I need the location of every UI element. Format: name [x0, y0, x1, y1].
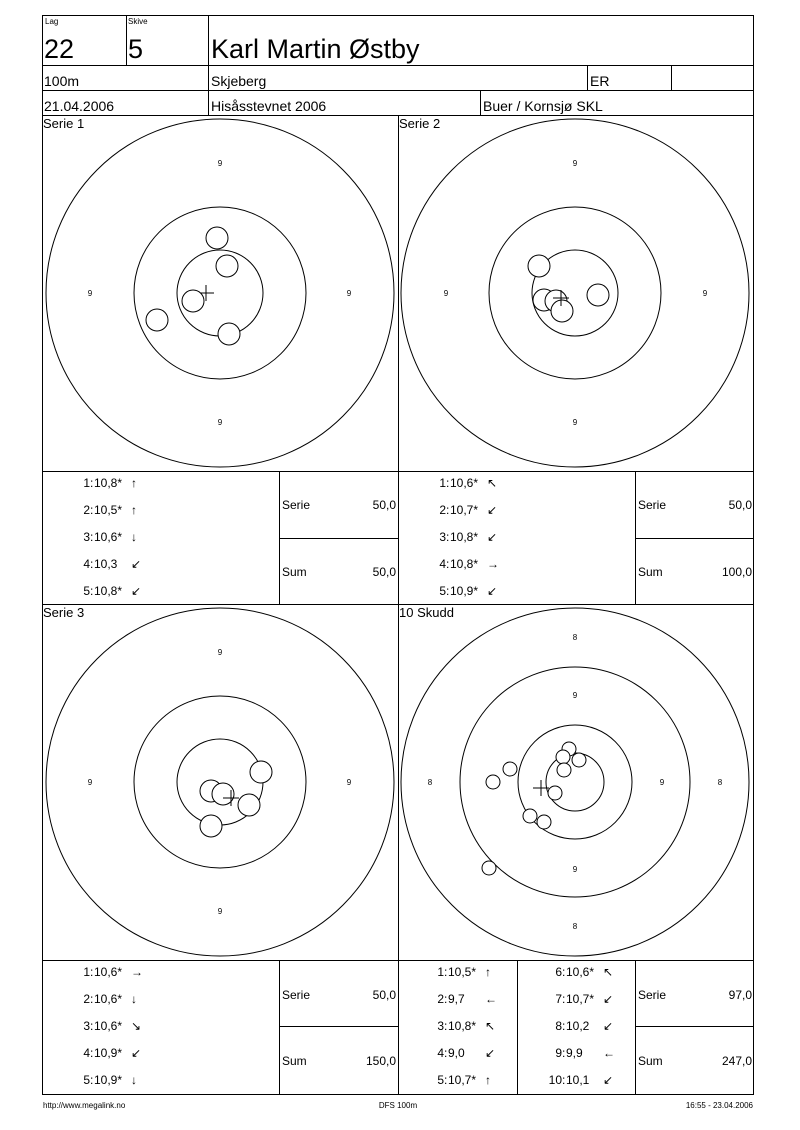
serie-label: Serie [282, 498, 311, 512]
ring-label: 9 [346, 778, 352, 787]
shot-row [439, 503, 497, 517]
sum-value: 247,0 [721, 1054, 752, 1068]
serie-value: 50,0 [372, 988, 396, 1002]
direction-arrow-icon: ↙ [487, 584, 498, 598]
shot-colon: : [562, 1046, 566, 1060]
shot-score: 10,7* [450, 503, 479, 517]
shot-hole [537, 815, 551, 829]
direction-arrow-icon: ↑ [485, 965, 491, 979]
shot-number: 7 [555, 992, 562, 1006]
shot-number: 2 [437, 992, 444, 1006]
shot-row [83, 530, 137, 544]
shot-number: 1 [83, 476, 90, 490]
shot-row [83, 1073, 137, 1087]
shot-hole [556, 750, 570, 764]
target-ring [489, 207, 661, 379]
shot-hole [503, 762, 517, 776]
shot-colon: : [90, 992, 94, 1006]
shot-number: 9 [555, 1046, 562, 1060]
shot-number: 5 [83, 584, 90, 598]
venue: Buer / Kornsjø SKL [483, 98, 603, 114]
shot-hole [523, 809, 537, 823]
shot-row [83, 476, 137, 490]
shot-score: 10,2 [566, 1019, 590, 1033]
shot-row [83, 1019, 141, 1033]
sum-value: 150,0 [365, 1054, 396, 1068]
direction-arrow-icon: ↖ [603, 965, 614, 979]
shot-number: 5 [83, 1073, 90, 1087]
centre-cross [533, 780, 549, 796]
footer-website: http://www.megalink.no [43, 1101, 126, 1110]
shot-row [83, 992, 137, 1006]
ring-label: 9 [217, 159, 223, 168]
serie-1-panel [43, 116, 394, 467]
direction-arrow-icon: → [487, 557, 499, 571]
direction-arrow-icon: ↙ [487, 530, 498, 544]
skive-label: Skive [128, 17, 148, 26]
direction-arrow-icon: ↖ [485, 1019, 496, 1033]
serie-1-target [46, 119, 394, 467]
shot-colon: : [90, 557, 94, 571]
shot-colon: : [562, 1019, 566, 1033]
shot-hole [250, 761, 272, 783]
shot-colon: : [90, 1046, 94, 1060]
direction-arrow-icon: ↑ [485, 1073, 491, 1087]
shot-score: 10,7* [448, 1073, 477, 1087]
shot-colon: : [90, 1073, 94, 1087]
shot-row [439, 530, 497, 544]
shot-colon: : [444, 992, 448, 1006]
skive-value: 5 [128, 34, 144, 64]
ring-label: 9 [217, 907, 223, 916]
shot-colon: : [90, 584, 94, 598]
ring-label: 9 [217, 418, 223, 427]
ten-shots-hits [482, 742, 586, 875]
serie-3-hits [200, 761, 272, 837]
target-ring [46, 608, 394, 956]
sum-value: 50,0 [372, 565, 396, 579]
direction-arrow-icon: ↙ [487, 503, 498, 517]
ring-label: 9 [87, 778, 93, 787]
direction-arrow-icon: ↙ [603, 1019, 614, 1033]
shot-row [83, 584, 141, 598]
shot-colon: : [446, 584, 450, 598]
serie-value: 97,0 [728, 988, 752, 1002]
shot-hole [572, 753, 586, 767]
direction-arrow-icon: ↙ [131, 584, 142, 598]
direction-arrow-icon: ↙ [131, 1046, 142, 1060]
ring-label: 8 [427, 778, 433, 787]
shot-score: 10,5* [448, 965, 477, 979]
serie-value: 50,0 [728, 498, 752, 512]
shot-score: 10,7* [566, 992, 595, 1006]
shot-colon: : [562, 992, 566, 1006]
shot-number: 4 [83, 557, 90, 571]
shot-row [437, 992, 497, 1006]
direction-arrow-icon: ← [485, 992, 497, 1006]
shot-colon: : [444, 1073, 448, 1087]
shot-colon: : [562, 965, 566, 979]
serie-value: 50,0 [372, 498, 396, 512]
shot-score: 10,1 [566, 1073, 590, 1087]
shot-number: 3 [437, 1019, 444, 1033]
shot-colon: : [90, 1019, 94, 1033]
shot-score: 9,7 [448, 992, 465, 1006]
shot-row [549, 1073, 613, 1087]
target-ring [134, 696, 306, 868]
target-ring [518, 725, 632, 839]
shot-score: 10,6* [94, 992, 123, 1006]
serie-3-title: Serie 3 [43, 605, 85, 620]
shot-number: 3 [83, 530, 90, 544]
serie-2-hits [528, 255, 609, 322]
serie-label: Serie [638, 988, 667, 1002]
ring-label: 8 [717, 778, 723, 787]
shot-row [437, 1046, 495, 1060]
serie-2-title: Serie 2 [399, 116, 441, 131]
shot-colon: : [562, 1073, 566, 1087]
direction-arrow-icon: ↑ [131, 476, 137, 490]
club: Skjeberg [211, 73, 267, 89]
shot-hole [587, 284, 609, 306]
shot-row [555, 965, 613, 979]
shot-row [83, 557, 141, 571]
sum-label: Sum [638, 1054, 663, 1068]
shot-colon: : [446, 503, 450, 517]
shot-hole [200, 815, 222, 837]
direction-arrow-icon: ↓ [131, 530, 137, 544]
header [42, 15, 754, 116]
ring-label: 9 [572, 865, 578, 874]
shot-score: 10,9* [94, 1073, 123, 1087]
ring-label: 9 [572, 691, 578, 700]
ten-shots-panel [399, 605, 749, 956]
shot-row [83, 965, 143, 979]
shot-number: 4 [83, 1046, 90, 1060]
shot-score: 10,6* [94, 530, 123, 544]
date: 21.04.2006 [44, 98, 115, 114]
shot-colon: : [90, 503, 94, 517]
shot-score: 10,8* [94, 476, 123, 490]
ring-label: 9 [346, 289, 352, 298]
shot-hole [216, 255, 238, 277]
shot-row [437, 1073, 491, 1087]
sum-value: 100,0 [721, 565, 752, 579]
serie-label: Serie [282, 988, 311, 1002]
shot-colon: : [446, 530, 450, 544]
shot-score: 9,0 [448, 1046, 465, 1060]
shot-row [555, 1046, 615, 1060]
shot-score: 10,8* [448, 1019, 477, 1033]
footer-timestamp: 16:55 - 23.04.2006 [685, 1101, 753, 1110]
ring-label: 8 [572, 633, 578, 642]
ring-label: 9 [702, 289, 708, 298]
serie-3-target [46, 608, 394, 956]
serie-3-score-list [83, 965, 143, 1087]
shot-number: 1 [437, 965, 444, 979]
lag-label: Lag [45, 17, 59, 26]
shot-colon: : [90, 965, 94, 979]
shot-score: 9,9 [566, 1046, 583, 1060]
sum-label: Sum [282, 565, 307, 579]
serie-2-panel [399, 116, 749, 467]
direction-arrow-icon: ↙ [485, 1046, 496, 1060]
shot-row [439, 557, 499, 571]
shot-number: 8 [555, 1019, 562, 1033]
shot-colon: : [446, 476, 450, 490]
serie-1-title: Serie 1 [43, 116, 85, 131]
shot-score: 10,6* [94, 965, 123, 979]
distance: 100m [44, 73, 80, 89]
ten-shots-title: 10 Skudd [399, 605, 454, 620]
shot-row [83, 1046, 141, 1060]
shot-score: 10,8* [450, 530, 479, 544]
shot-number: 1 [439, 476, 446, 490]
ten-shots-score-list [437, 965, 615, 1087]
ring-label: 9 [217, 648, 223, 657]
shot-number: 1 [83, 965, 90, 979]
direction-arrow-icon: ↙ [603, 992, 614, 1006]
shot-hole [206, 227, 228, 249]
shot-colon: : [90, 530, 94, 544]
shot-colon: : [90, 476, 94, 490]
shot-score: 10,9* [450, 584, 479, 598]
direction-arrow-icon: ↙ [603, 1073, 614, 1087]
shot-number: 4 [439, 557, 446, 571]
shot-hole [551, 300, 573, 322]
sum-label: Sum [638, 565, 663, 579]
shot-score: 10,5* [94, 503, 123, 517]
shot-number: 2 [439, 503, 446, 517]
shot-score: 10,6* [450, 476, 479, 490]
shot-hole [486, 775, 500, 789]
shot-number: 5 [439, 584, 446, 598]
footer-program: DFS 100m [378, 1101, 418, 1110]
shot-row [437, 1019, 495, 1033]
direction-arrow-icon: ↖ [487, 476, 498, 490]
shot-colon: : [444, 1046, 448, 1060]
event-name: Hisåsstevnet 2006 [211, 98, 327, 114]
shot-number: 6 [555, 965, 562, 979]
shot-number: 3 [83, 1019, 90, 1033]
shot-row [437, 965, 491, 979]
serie-2-score-list [439, 476, 499, 598]
shot-hole [238, 794, 260, 816]
shot-number: 2 [83, 992, 90, 1006]
direction-arrow-icon: ↓ [131, 992, 137, 1006]
serie-label: Serie [638, 498, 667, 512]
shot-row [555, 1019, 613, 1033]
lag-value: 22 [44, 34, 75, 64]
ring-label: 9 [443, 289, 449, 298]
serie-1-score-list [83, 476, 141, 598]
direction-arrow-icon: ↘ [131, 1019, 142, 1033]
shot-number: 3 [439, 530, 446, 544]
target-ring [401, 608, 749, 956]
sum-label: Sum [282, 1054, 307, 1068]
direction-arrow-icon: ↓ [131, 1073, 137, 1087]
shot-number: 4 [437, 1046, 444, 1060]
direction-arrow-icon: → [131, 965, 143, 979]
serie-2-target [401, 119, 749, 467]
shot-colon: : [444, 965, 448, 979]
shot-row [439, 476, 497, 490]
shot-score: 10,6* [94, 1019, 123, 1033]
ring-label: 9 [572, 418, 578, 427]
shot-row [439, 584, 497, 598]
shot-score: 10,3 [94, 557, 118, 571]
shot-number: 10 [548, 1073, 562, 1087]
ring-label: 9 [659, 778, 665, 787]
target-ring [46, 119, 394, 467]
body-grid [42, 115, 754, 1095]
direction-arrow-icon: ↙ [131, 557, 142, 571]
shot-score: 10,6* [566, 965, 595, 979]
shot-colon: : [446, 557, 450, 571]
shot-number: 2 [83, 503, 90, 517]
shot-score: 10,8* [450, 557, 479, 571]
shot-hole [146, 309, 168, 331]
shot-colon: : [444, 1019, 448, 1033]
serie-1-hits [146, 227, 240, 345]
shot-number: 5 [437, 1073, 444, 1087]
shot-hole [557, 763, 571, 777]
shot-hole [482, 861, 496, 875]
direction-arrow-icon: ↑ [131, 503, 137, 517]
shot-hole [548, 786, 562, 800]
ring-label: 9 [572, 159, 578, 168]
shooter-name: Karl Martin Østby [211, 34, 420, 64]
ring-label: 8 [572, 922, 578, 931]
ten-shots-target [401, 608, 749, 956]
shooter-class: ER [590, 73, 610, 89]
shot-score: 10,8* [94, 584, 123, 598]
shot-row [555, 992, 613, 1006]
direction-arrow-icon: ← [603, 1046, 615, 1060]
shot-hole [182, 290, 204, 312]
target-ring [401, 119, 749, 467]
shot-hole [528, 255, 550, 277]
shot-score: 10,9* [94, 1046, 123, 1060]
serie-3-panel [43, 605, 394, 956]
shot-hole [218, 323, 240, 345]
ring-label: 9 [87, 289, 93, 298]
shot-row [83, 503, 137, 517]
